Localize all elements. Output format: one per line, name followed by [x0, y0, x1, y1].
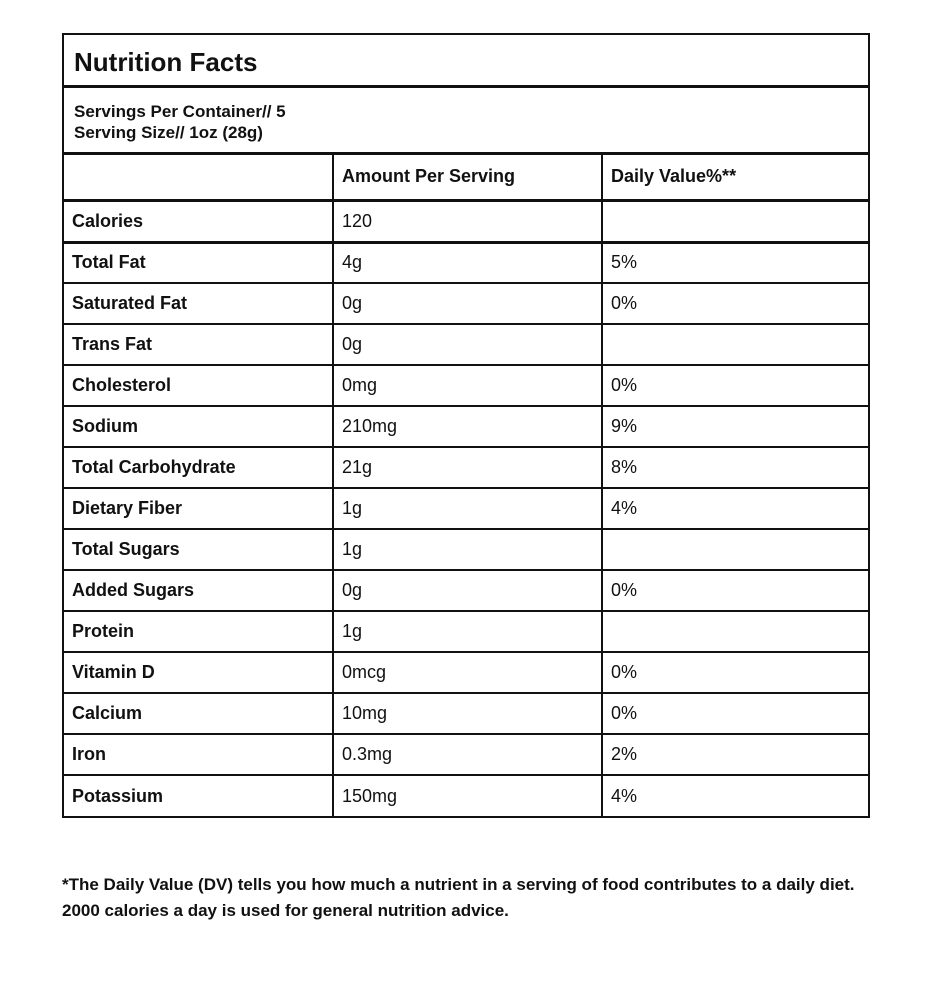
serving-info: [64, 88, 868, 155]
nutrient-daily-value: 0%: [602, 365, 868, 406]
nutrient-amount: 1g: [333, 529, 602, 570]
nutrient-amount: 4g: [333, 242, 602, 283]
nutrient-amount: 21g: [333, 447, 602, 488]
nutrition-table: [64, 155, 868, 816]
label-title: Nutrition Facts: [64, 35, 868, 88]
nutrient-amount: 120: [333, 200, 602, 242]
table-row: [64, 734, 868, 775]
column-header-nutrient: [64, 155, 333, 200]
daily-value-footnote: *The Daily Value (DV) tells you how much a nutrient in a serving of food contributes to a daily diet. 2000 calories a day is used for general nutrition advice.: [62, 875, 855, 920]
nutrient-amount: 150mg: [333, 775, 602, 816]
servings-per-container: Servings Per Container// 5: [74, 102, 286, 121]
nutrient-name: Potassium: [64, 775, 333, 816]
nutrient-daily-value: 0%: [602, 570, 868, 611]
column-header-amount: Amount Per Serving: [333, 155, 602, 200]
nutrient-name: Added Sugars: [64, 570, 333, 611]
nutrient-daily-value: [602, 200, 868, 242]
nutrient-name: Trans Fat: [64, 324, 333, 365]
nutrient-daily-value: [602, 611, 868, 652]
nutrient-daily-value: 0%: [602, 283, 868, 324]
table-row: [64, 283, 868, 324]
column-header-daily-value: Daily Value%**: [602, 155, 868, 200]
nutrient-daily-value: 9%: [602, 406, 868, 447]
nutrient-amount: 0mcg: [333, 652, 602, 693]
table-row: [64, 775, 868, 816]
table-row: [64, 652, 868, 693]
nutrient-name: Vitamin D: [64, 652, 333, 693]
table-row: [64, 447, 868, 488]
nutrient-amount: 0g: [333, 570, 602, 611]
nutrient-daily-value: 2%: [602, 734, 868, 775]
nutrient-name: Saturated Fat: [64, 283, 333, 324]
nutrient-amount: 0mg: [333, 365, 602, 406]
nutrient-name: Calcium: [64, 693, 333, 734]
table-row: [64, 570, 868, 611]
nutrient-daily-value: [602, 529, 868, 570]
nutrient-daily-value: 0%: [602, 693, 868, 734]
nutrient-amount: 10mg: [333, 693, 602, 734]
nutrient-name: Total Sugars: [64, 529, 333, 570]
table-row: [64, 242, 868, 283]
nutrient-daily-value: 4%: [611, 785, 638, 806]
nutrient-amount: 1g: [333, 488, 602, 529]
nutrient-amount: 0.3mg: [333, 734, 602, 775]
nutrient-name: Calories: [64, 200, 333, 242]
nutrient-amount: 210mg: [333, 406, 602, 447]
nutrient-daily-value: 8%: [602, 447, 868, 488]
nutrient-name: Sodium: [64, 406, 333, 447]
table-row: [64, 324, 868, 365]
nutrient-name: Total Carbohydrate: [64, 447, 333, 488]
nutrient-name: Total Fat: [64, 242, 333, 283]
serving-size: Serving Size// 1oz (28g): [74, 123, 263, 142]
nutrient-amount: 0g: [333, 324, 602, 365]
nutrient-daily-value: 5%: [602, 242, 868, 283]
nutrient-name: Iron: [64, 734, 333, 775]
table-row: [64, 529, 868, 570]
table-row: [64, 693, 868, 734]
nutrient-amount: 1g: [333, 611, 602, 652]
nutrition-facts-label: [62, 33, 870, 818]
nutrient-name: Protein: [64, 611, 333, 652]
nutrient-amount: 0g: [333, 283, 602, 324]
table-row: [64, 406, 868, 447]
table-row: [64, 200, 868, 242]
table-header-row: [64, 155, 868, 200]
nutrient-daily-value: 4%: [602, 488, 868, 529]
nutrient-daily-value: [602, 324, 868, 365]
table-row: [64, 488, 868, 529]
table-row: [64, 611, 868, 652]
nutrient-name: Cholesterol: [64, 365, 333, 406]
nutrient-name: Dietary Fiber: [64, 488, 333, 529]
nutrient-daily-value: 0%: [602, 652, 868, 693]
table-row: [64, 365, 868, 406]
